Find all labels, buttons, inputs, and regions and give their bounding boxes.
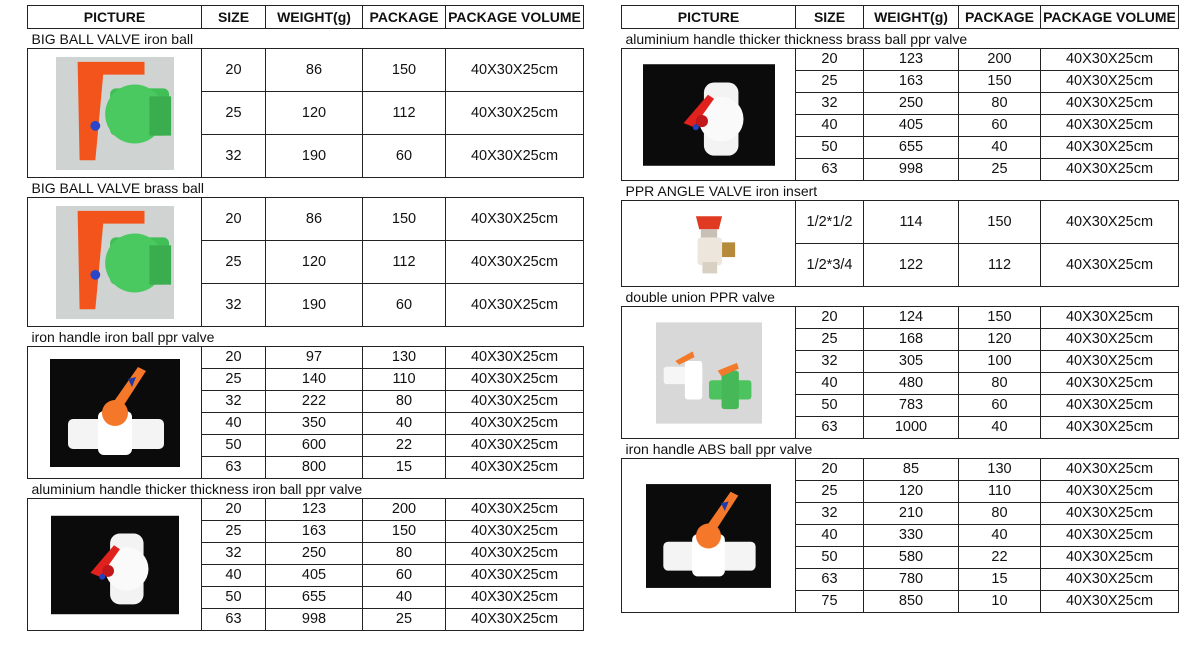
package-volume-cell: 40X30X25cm — [446, 198, 584, 241]
size-cell: 25 — [796, 71, 864, 93]
package-cell: 112 — [959, 244, 1041, 287]
weight-cell: 85 — [864, 459, 959, 481]
table-header-row — [622, 6, 1179, 29]
header-size: SIZE — [202, 6, 266, 29]
weight-cell: 480 — [864, 373, 959, 395]
size-cell: 63 — [796, 417, 864, 439]
size-cell: 63 — [202, 609, 266, 631]
section-title: aluminium handle thicker thickness brass ball ppr valve — [622, 29, 1179, 49]
weight-cell: 97 — [266, 347, 363, 369]
package-cell: 60 — [959, 395, 1041, 417]
header-weight: WEIGHT(g) — [864, 6, 959, 29]
package-volume-cell: 40X30X25cm — [1041, 503, 1179, 525]
package-cell: 40 — [363, 587, 446, 609]
size-cell: 20 — [202, 198, 266, 241]
section-title: BIG BALL VALVE brass ball — [28, 178, 584, 198]
package-volume-cell: 40X30X25cm — [446, 457, 584, 479]
package-volume-cell: 40X30X25cm — [1041, 373, 1179, 395]
package-volume-cell: 40X30X25cm — [1041, 93, 1179, 115]
header-picture: PICTURE — [28, 6, 202, 29]
package-cell: 40 — [363, 413, 446, 435]
package-volume-cell: 40X30X25cm — [446, 49, 584, 92]
package-cell: 100 — [959, 351, 1041, 373]
package-cell: 110 — [959, 481, 1041, 503]
product-picture-cell — [622, 201, 796, 287]
package-volume-cell: 40X30X25cm — [446, 135, 584, 178]
weight-cell: 86 — [266, 198, 363, 241]
package-cell: 150 — [959, 201, 1041, 244]
weight-cell: 86 — [266, 49, 363, 92]
weight-cell: 210 — [864, 503, 959, 525]
table-row — [28, 198, 584, 241]
weight-cell: 305 — [864, 351, 959, 373]
weight-cell: 405 — [266, 565, 363, 587]
green-ball-valve-red-handle-icon — [56, 56, 174, 171]
package-volume-cell: 40X30X25cm — [1041, 159, 1179, 181]
section-title: iron handle iron ball ppr valve — [28, 327, 584, 347]
weight-cell: 783 — [864, 395, 959, 417]
package-cell: 40 — [959, 525, 1041, 547]
package-volume-cell: 40X30X25cm — [446, 413, 584, 435]
package-volume-cell: 40X30X25cm — [1041, 137, 1179, 159]
weight-cell: 655 — [266, 587, 363, 609]
table-row — [622, 307, 1179, 329]
weight-cell: 190 — [266, 284, 363, 327]
size-cell: 32 — [202, 284, 266, 327]
white-valve-orange-handle-black-bg-icon — [50, 359, 180, 467]
package-volume-cell: 40X30X25cm — [446, 284, 584, 327]
header-package-volume: PACKAGE VOLUME — [1041, 6, 1179, 29]
header-package: PACKAGE — [363, 6, 446, 29]
package-volume-cell: 40X30X25cm — [1041, 351, 1179, 373]
package-volume-cell: 40X30X25cm — [1041, 201, 1179, 244]
weight-cell: 163 — [864, 71, 959, 93]
angle-valve-red-knob-icon — [660, 206, 758, 282]
package-cell: 112 — [363, 241, 446, 284]
package-volume-cell: 40X30X25cm — [1041, 481, 1179, 503]
package-cell: 10 — [959, 591, 1041, 613]
size-cell: 32 — [796, 351, 864, 373]
weight-cell: 405 — [864, 115, 959, 137]
package-cell: 25 — [363, 609, 446, 631]
package-volume-cell: 40X30X25cm — [1041, 244, 1179, 287]
size-cell: 40 — [796, 373, 864, 395]
table-row — [28, 49, 584, 92]
size-cell: 1/2*3/4 — [796, 244, 864, 287]
package-volume-cell: 40X30X25cm — [1041, 459, 1179, 481]
header-picture: PICTURE — [622, 6, 796, 29]
weight-cell: 114 — [864, 201, 959, 244]
double-union-valves-grey-bg-icon — [656, 321, 762, 425]
weight-cell: 350 — [266, 413, 363, 435]
section-title-row — [622, 29, 1179, 49]
size-cell: 63 — [796, 569, 864, 591]
package-volume-cell: 40X30X25cm — [446, 435, 584, 457]
section-title: PPR ANGLE VALVE iron insert — [622, 181, 1179, 201]
size-cell: 50 — [796, 395, 864, 417]
section-title-row — [28, 327, 584, 347]
weight-cell: 580 — [864, 547, 959, 569]
product-picture-cell — [622, 459, 796, 613]
product-picture-cell — [28, 49, 202, 178]
weight-cell: 222 — [266, 391, 363, 413]
package-volume-cell: 40X30X25cm — [1041, 417, 1179, 439]
size-cell: 20 — [796, 459, 864, 481]
package-cell: 130 — [959, 459, 1041, 481]
size-cell: 40 — [796, 115, 864, 137]
package-cell: 60 — [363, 284, 446, 327]
green-ball-valve-red-handle-icon — [56, 205, 174, 320]
size-cell: 32 — [202, 391, 266, 413]
section-title: aluminium handle thicker thickness iron ball ppr valve — [28, 479, 584, 499]
package-cell: 15 — [959, 569, 1041, 591]
weight-cell: 850 — [864, 591, 959, 613]
package-cell: 150 — [959, 307, 1041, 329]
weight-cell: 122 — [864, 244, 959, 287]
weight-cell: 780 — [864, 569, 959, 591]
section-title-row — [28, 29, 584, 49]
weight-cell: 1000 — [864, 417, 959, 439]
package-cell: 112 — [363, 92, 446, 135]
size-cell: 25 — [202, 92, 266, 135]
section-title: iron handle ABS ball ppr valve — [622, 439, 1179, 459]
package-cell: 150 — [363, 49, 446, 92]
package-cell: 60 — [363, 565, 446, 587]
product-picture-cell — [28, 347, 202, 479]
table-row — [622, 459, 1179, 481]
weight-cell: 120 — [266, 92, 363, 135]
package-cell: 130 — [363, 347, 446, 369]
weight-cell: 120 — [864, 481, 959, 503]
package-cell: 200 — [363, 499, 446, 521]
size-cell: 25 — [202, 521, 266, 543]
right-spec-table — [621, 5, 1178, 613]
white-valve-red-handle-black-bg-icon — [51, 515, 179, 615]
header-weight: WEIGHT(g) — [266, 6, 363, 29]
package-volume-cell: 40X30X25cm — [446, 241, 584, 284]
package-cell: 120 — [959, 329, 1041, 351]
size-cell: 63 — [202, 457, 266, 479]
package-volume-cell: 40X30X25cm — [446, 521, 584, 543]
header-package: PACKAGE — [959, 6, 1041, 29]
size-cell: 40 — [202, 565, 266, 587]
weight-cell: 123 — [266, 499, 363, 521]
package-cell: 15 — [363, 457, 446, 479]
size-cell: 25 — [796, 329, 864, 351]
weight-cell: 168 — [864, 329, 959, 351]
package-cell: 60 — [363, 135, 446, 178]
product-picture-cell — [622, 49, 796, 181]
weight-cell: 123 — [864, 49, 959, 71]
size-cell: 25 — [796, 481, 864, 503]
size-cell: 40 — [202, 413, 266, 435]
weight-cell: 120 — [266, 241, 363, 284]
size-cell: 25 — [202, 241, 266, 284]
table-row — [622, 201, 1179, 244]
section-title-row — [622, 287, 1179, 307]
package-cell: 110 — [363, 369, 446, 391]
size-cell: 32 — [796, 93, 864, 115]
package-volume-cell: 40X30X25cm — [446, 565, 584, 587]
table-row — [622, 49, 1179, 71]
product-picture-cell — [28, 499, 202, 631]
weight-cell: 250 — [266, 543, 363, 565]
size-cell: 20 — [796, 307, 864, 329]
product-picture-cell — [622, 307, 796, 439]
size-cell: 20 — [796, 49, 864, 71]
size-cell: 50 — [202, 435, 266, 457]
product-picture-cell — [28, 198, 202, 327]
white-valve-orange-handle-black-bg-icon — [646, 484, 771, 588]
package-volume-cell: 40X30X25cm — [1041, 395, 1179, 417]
weight-cell: 998 — [864, 159, 959, 181]
package-cell: 80 — [959, 93, 1041, 115]
weight-cell: 140 — [266, 369, 363, 391]
package-volume-cell: 40X30X25cm — [446, 347, 584, 369]
package-volume-cell: 40X30X25cm — [1041, 71, 1179, 93]
package-cell: 25 — [959, 159, 1041, 181]
weight-cell: 190 — [266, 135, 363, 178]
package-volume-cell: 40X30X25cm — [446, 543, 584, 565]
package-volume-cell: 40X30X25cm — [1041, 329, 1179, 351]
white-valve-red-handle-black-bg-icon — [643, 62, 775, 168]
size-cell: 25 — [202, 369, 266, 391]
header-package-volume: PACKAGE VOLUME — [446, 6, 584, 29]
package-cell: 80 — [959, 503, 1041, 525]
section-title-row — [28, 479, 584, 499]
table-row — [28, 347, 584, 369]
header-size: SIZE — [796, 6, 864, 29]
package-volume-cell: 40X30X25cm — [446, 369, 584, 391]
weight-cell: 163 — [266, 521, 363, 543]
section-title-row — [28, 178, 584, 198]
package-volume-cell: 40X30X25cm — [1041, 115, 1179, 137]
package-volume-cell: 40X30X25cm — [446, 587, 584, 609]
package-volume-cell: 40X30X25cm — [1041, 49, 1179, 71]
size-cell: 32 — [202, 543, 266, 565]
weight-cell: 250 — [864, 93, 959, 115]
section-title-row — [622, 439, 1179, 459]
size-cell: 40 — [796, 525, 864, 547]
package-cell: 150 — [363, 198, 446, 241]
package-volume-cell: 40X30X25cm — [1041, 547, 1179, 569]
table-row — [28, 499, 584, 521]
weight-cell: 800 — [266, 457, 363, 479]
size-cell: 63 — [796, 159, 864, 181]
package-volume-cell: 40X30X25cm — [446, 609, 584, 631]
section-title: BIG BALL VALVE iron ball — [28, 29, 584, 49]
package-cell: 40 — [959, 137, 1041, 159]
size-cell: 20 — [202, 347, 266, 369]
package-cell: 80 — [363, 391, 446, 413]
package-volume-cell: 40X30X25cm — [446, 499, 584, 521]
package-cell: 40 — [959, 417, 1041, 439]
weight-cell: 600 — [266, 435, 363, 457]
package-cell: 150 — [959, 71, 1041, 93]
package-cell: 22 — [959, 547, 1041, 569]
package-volume-cell: 40X30X25cm — [446, 92, 584, 135]
package-volume-cell: 40X30X25cm — [446, 391, 584, 413]
size-cell: 20 — [202, 499, 266, 521]
package-volume-cell: 40X30X25cm — [1041, 591, 1179, 613]
package-cell: 80 — [959, 373, 1041, 395]
package-cell: 150 — [363, 521, 446, 543]
section-title-row — [622, 181, 1179, 201]
package-cell: 80 — [363, 543, 446, 565]
package-volume-cell: 40X30X25cm — [1041, 569, 1179, 591]
left-spec-table — [27, 5, 583, 631]
section-title: double union PPR valve — [622, 287, 1179, 307]
size-cell: 32 — [796, 503, 864, 525]
package-cell: 22 — [363, 435, 446, 457]
package-cell: 200 — [959, 49, 1041, 71]
size-cell: 1/2*1/2 — [796, 201, 864, 244]
size-cell: 20 — [202, 49, 266, 92]
size-cell: 50 — [796, 547, 864, 569]
table-header-row — [28, 6, 584, 29]
package-volume-cell: 40X30X25cm — [1041, 307, 1179, 329]
size-cell: 75 — [796, 591, 864, 613]
weight-cell: 124 — [864, 307, 959, 329]
weight-cell: 998 — [266, 609, 363, 631]
weight-cell: 330 — [864, 525, 959, 547]
weight-cell: 655 — [864, 137, 959, 159]
size-cell: 50 — [796, 137, 864, 159]
package-cell: 60 — [959, 115, 1041, 137]
package-volume-cell: 40X30X25cm — [1041, 525, 1179, 547]
size-cell: 32 — [202, 135, 266, 178]
size-cell: 50 — [202, 587, 266, 609]
